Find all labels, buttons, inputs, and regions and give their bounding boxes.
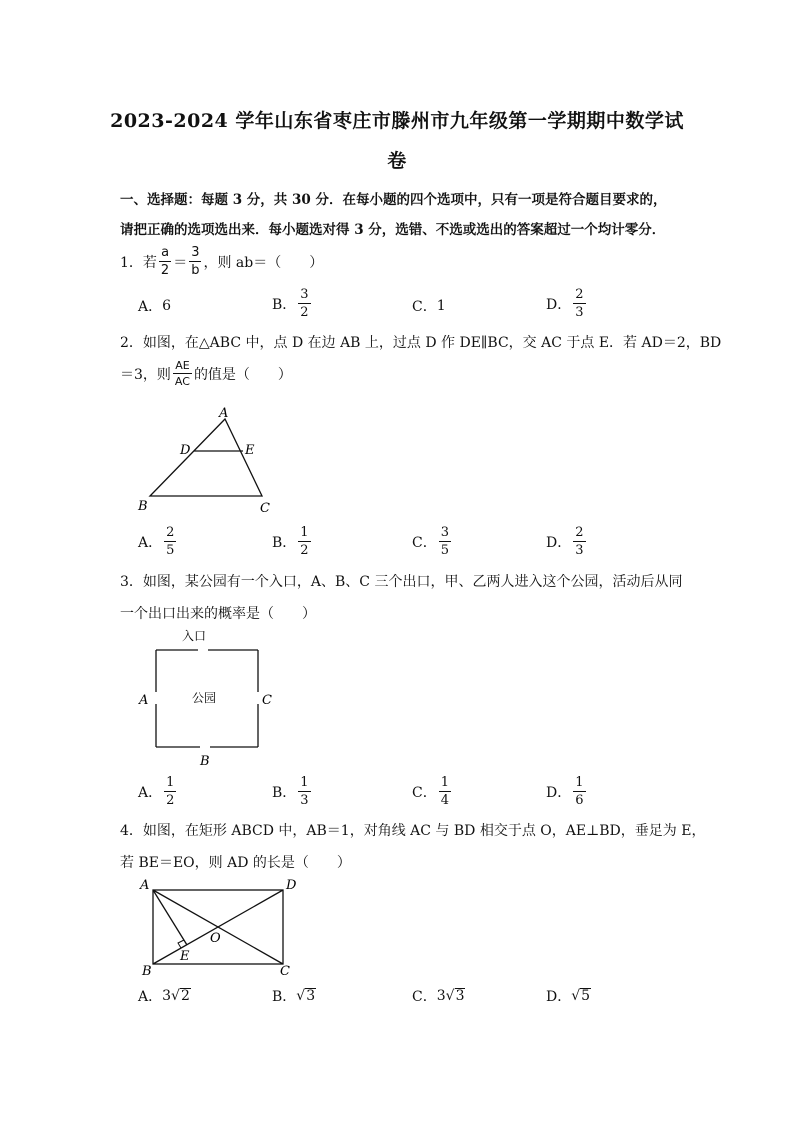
q1-equals: ＝ xyxy=(173,254,188,271)
label-e: E xyxy=(245,443,255,458)
section-instructions-line1: 一、选择题：每题 3 分，共 30 分．在每小题的四个选项中，只有一项是符合题目要求的， xyxy=(120,192,667,208)
q4-option-c-label: C． xyxy=(412,989,437,1005)
q3-option-a-num: 1 xyxy=(166,775,175,790)
sqrt-icon: √ xyxy=(296,988,306,1005)
q4-option-a-radicand: 2 xyxy=(180,987,190,1004)
q4-option-b-label: B． xyxy=(272,989,297,1005)
q3-option-c-num: 1 xyxy=(440,775,449,790)
q4-option-d-radicand: 5 xyxy=(581,987,591,1004)
q2-option-b-den: 2 xyxy=(300,543,309,558)
q2-option-a-label: A． xyxy=(138,534,163,551)
q2-fraction xyxy=(173,360,192,387)
q2-option-d xyxy=(546,526,588,557)
q1-frac-left-num: a xyxy=(161,245,170,260)
q4-option-d-label: D． xyxy=(546,989,572,1005)
label-d: D xyxy=(286,878,297,893)
q1-frac-right-den: b xyxy=(191,263,200,278)
q1-suffix: ，则 ab＝（ ） xyxy=(203,254,324,271)
q4-option-c-coef: 3 xyxy=(436,988,446,1004)
question-2-line2 xyxy=(120,360,292,387)
q4-option-a xyxy=(138,986,191,1006)
q4-option-a-coef: 3 xyxy=(162,988,172,1004)
label-a: A xyxy=(140,878,150,893)
q4-option-a-sqrt xyxy=(171,988,191,1004)
q2-option-d-label: D． xyxy=(546,534,572,551)
q2-line2-prefix: ＝3，则 xyxy=(120,366,171,383)
q3-option-c-fraction xyxy=(439,776,451,807)
question-3-line2: 一个出口出来的概率是（ ） xyxy=(120,606,316,622)
label-entrance: 入口 xyxy=(182,629,207,643)
q1-fraction-right xyxy=(189,246,201,277)
q3-option-b-fraction xyxy=(298,776,310,807)
q1-option-d-fraction xyxy=(573,288,585,319)
q2-option-c-fraction xyxy=(439,526,451,557)
q1-option-c xyxy=(412,296,446,316)
label-a: A xyxy=(219,406,229,421)
q1-option-b-num: 3 xyxy=(300,287,309,302)
sqrt-icon: √ xyxy=(571,988,581,1005)
q2-option-c xyxy=(412,526,453,557)
label-c: C xyxy=(280,964,290,979)
q2-option-c-label: C． xyxy=(412,534,437,551)
q2-option-a-fraction xyxy=(164,526,176,557)
q1-option-b-den: 2 xyxy=(300,305,309,320)
q3-option-b-num: 1 xyxy=(300,775,309,790)
q1-option-b xyxy=(272,288,313,319)
q1-fraction-left xyxy=(159,246,171,277)
q3-option-d xyxy=(546,776,588,807)
q1-prefix: 1．若 xyxy=(120,254,157,271)
q1-frac-left-den: 2 xyxy=(160,263,170,278)
label-o: O xyxy=(210,931,221,946)
segment-ae xyxy=(153,890,187,945)
q2-frac-num: AE xyxy=(175,359,190,372)
q3-option-a-label: A． xyxy=(138,784,163,801)
q3-option-a-fraction xyxy=(164,776,176,807)
q2-option-a xyxy=(138,526,178,557)
label-b: B xyxy=(138,499,148,514)
exam-title-line2: 卷 xyxy=(387,150,407,172)
q2-option-c-den: 5 xyxy=(440,543,449,558)
question-4-line2: 若 BE＝EO，则 AD 的长是（ ） xyxy=(120,855,351,871)
q2-option-b xyxy=(272,526,313,557)
q3-option-c-label: C． xyxy=(412,784,437,801)
q3-park-figure xyxy=(130,626,290,772)
q2-option-d-num: 2 xyxy=(575,525,584,540)
q3-option-d-num: 1 xyxy=(575,775,584,790)
q2-option-d-fraction xyxy=(573,526,585,557)
q1-option-c-value: 1 xyxy=(436,298,446,314)
question-4-line1: 4．如图，在矩形 ABCD 中，AB＝1，对角线 AC 与 BD 相交于点 O，AE⊥BD，垂足为 E， xyxy=(120,823,706,839)
q1-option-d xyxy=(546,288,588,319)
label-e: E xyxy=(180,949,190,964)
q3-option-c-den: 4 xyxy=(440,793,449,808)
q2-option-c-num: 3 xyxy=(440,525,449,540)
q2-frac-den: AC xyxy=(174,375,190,388)
q4-option-c-sqrt xyxy=(446,988,466,1004)
q4-option-b-sqrt xyxy=(296,988,316,1004)
label-exit-a: A xyxy=(139,693,149,708)
label-park: 公园 xyxy=(192,691,217,705)
question-1-stem xyxy=(120,246,323,277)
q2-option-b-fraction xyxy=(298,526,310,557)
exam-title-line1: 2023-2024 学年山东省枣庄市滕州市九年级第一学期期中数学试 xyxy=(110,110,684,132)
sqrt-icon: √ xyxy=(445,988,455,1005)
label-b: B xyxy=(142,964,152,979)
label-d: D xyxy=(180,443,191,458)
q3-option-b-den: 3 xyxy=(300,793,309,808)
q1-option-b-label: B． xyxy=(272,296,297,313)
section-instructions-line2: 请把正确的选项选出来．每小题选对得 3 分，选错、不选或选出的答案超过一个均计零分． xyxy=(120,222,666,238)
q2-line2-suffix: 的值是（ ） xyxy=(193,366,292,383)
q4-option-d xyxy=(546,986,591,1006)
q4-option-b xyxy=(272,986,316,1006)
q1-option-a-label: A． xyxy=(138,299,163,315)
q3-option-b-label: B． xyxy=(272,784,297,801)
q2-option-a-den: 5 xyxy=(166,543,175,558)
q1-option-a-value: 6 xyxy=(162,298,172,314)
q2-triangle-figure xyxy=(130,400,290,520)
q4-option-b-radicand: 3 xyxy=(306,987,316,1004)
q4-rectangle-figure xyxy=(130,872,310,982)
q3-option-a xyxy=(138,776,178,807)
q3-option-b xyxy=(272,776,313,807)
q1-option-d-num: 2 xyxy=(575,287,584,302)
label-exit-b: B xyxy=(200,754,210,769)
q3-option-d-den: 6 xyxy=(575,793,584,808)
label-exit-c: C xyxy=(262,693,272,708)
q1-option-c-label: C． xyxy=(412,299,437,315)
sqrt-icon: √ xyxy=(171,988,180,1005)
question-2-line1: 2．如图，在△ABC 中，点 D 在边 AB 上，过点 D 作 DE∥BC，交 AC 于点 E．若 AD＝2，BD xyxy=(120,335,722,351)
q2-option-a-num: 2 xyxy=(166,525,175,540)
q2-option-d-den: 3 xyxy=(575,543,584,558)
q1-frac-right-num: 3 xyxy=(191,245,200,260)
q3-option-c xyxy=(412,776,453,807)
q4-option-c xyxy=(412,986,465,1006)
question-3-line1: 3．如图，某公园有一个入口，A、B、C 三个出口，甲、乙两人进入这个公园，活动后从同 xyxy=(120,574,683,590)
q4-option-d-sqrt xyxy=(571,988,591,1004)
label-c: C xyxy=(260,501,270,516)
q3-option-d-label: D． xyxy=(546,784,572,801)
q1-option-d-label: D． xyxy=(546,296,572,313)
q1-option-d-den: 3 xyxy=(575,305,584,320)
q3-option-d-fraction xyxy=(573,776,585,807)
q1-option-b-fraction xyxy=(298,288,310,319)
q4-option-a-label: A． xyxy=(138,989,163,1005)
q4-option-c-radicand: 3 xyxy=(455,987,465,1004)
q1-option-a xyxy=(138,296,171,316)
q3-option-a-den: 2 xyxy=(166,793,175,808)
q2-option-b-num: 1 xyxy=(300,525,309,540)
q2-option-b-label: B． xyxy=(272,534,297,551)
